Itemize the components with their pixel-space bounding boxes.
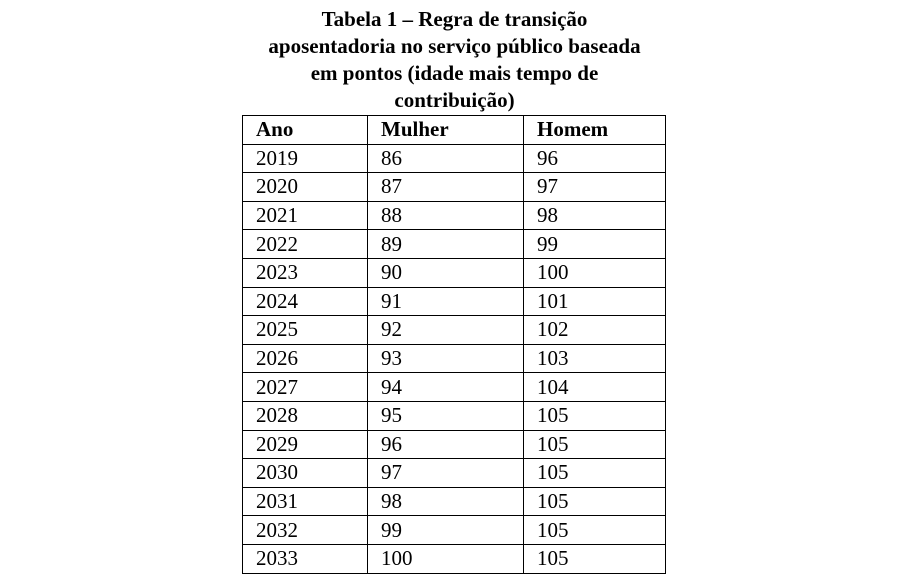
table-row (243, 373, 666, 402)
cell-homem: 105 (524, 544, 666, 573)
cell-homem: 100 (524, 258, 666, 287)
cell-mulher: 86 (368, 144, 524, 173)
cell-ano: 2025 (243, 316, 368, 345)
cell-ano: 2027 (243, 373, 368, 402)
cell-mulher: 87 (368, 173, 524, 202)
cell-homem: 105 (524, 401, 666, 430)
cell-mulher: 97 (368, 459, 524, 488)
cell-mulher: 92 (368, 316, 524, 345)
cell-ano: 2019 (243, 144, 368, 173)
caption-line: aposentadoria no serviço público baseada (268, 34, 641, 58)
cell-mulher: 91 (368, 287, 524, 316)
cell-mulher: 94 (368, 373, 524, 402)
retirement-points-table (242, 115, 666, 574)
table-header-row (243, 116, 666, 145)
table-body (243, 144, 666, 573)
caption-line: Tabela 1 – Regra de transição (321, 7, 588, 31)
table-row (243, 459, 666, 488)
cell-mulher: 88 (368, 201, 524, 230)
cell-mulher: 93 (368, 344, 524, 373)
table-row (243, 173, 666, 202)
cell-ano: 2030 (243, 459, 368, 488)
header-mulher: Mulher (368, 116, 524, 145)
table-row (243, 230, 666, 259)
cell-homem: 102 (524, 316, 666, 345)
cell-mulher: 96 (368, 430, 524, 459)
table-row (243, 144, 666, 173)
cell-homem: 105 (524, 430, 666, 459)
table-row (243, 430, 666, 459)
cell-homem: 101 (524, 287, 666, 316)
cell-mulher: 99 (368, 516, 524, 545)
cell-ano: 2026 (243, 344, 368, 373)
table-row (243, 344, 666, 373)
cell-mulher: 89 (368, 230, 524, 259)
cell-homem: 99 (524, 230, 666, 259)
header-homem: Homem (524, 116, 666, 145)
header-ano: Ano (243, 116, 368, 145)
table-row (243, 487, 666, 516)
cell-homem: 105 (524, 459, 666, 488)
table-row (243, 544, 666, 573)
table-caption (230, 6, 679, 114)
caption-line: contribuição) (394, 88, 515, 112)
cell-mulher: 98 (368, 487, 524, 516)
cell-ano: 2021 (243, 201, 368, 230)
cell-ano: 2023 (243, 258, 368, 287)
table-row (243, 201, 666, 230)
cell-ano: 2029 (243, 430, 368, 459)
cell-ano: 2024 (243, 287, 368, 316)
table-row (243, 516, 666, 545)
cell-ano: 2032 (243, 516, 368, 545)
cell-ano: 2028 (243, 401, 368, 430)
cell-homem: 103 (524, 344, 666, 373)
cell-homem: 96 (524, 144, 666, 173)
cell-ano: 2033 (243, 544, 368, 573)
cell-homem: 104 (524, 373, 666, 402)
cell-mulher: 100 (368, 544, 524, 573)
cell-homem: 105 (524, 516, 666, 545)
cell-homem: 98 (524, 201, 666, 230)
cell-mulher: 90 (368, 258, 524, 287)
table-row (243, 401, 666, 430)
cell-ano: 2031 (243, 487, 368, 516)
table-row (243, 287, 666, 316)
cell-ano: 2020 (243, 173, 368, 202)
table-row (243, 258, 666, 287)
cell-homem: 97 (524, 173, 666, 202)
cell-mulher: 95 (368, 401, 524, 430)
caption-line: em pontos (idade mais tempo de (310, 61, 599, 85)
cell-ano: 2022 (243, 230, 368, 259)
table-row (243, 316, 666, 345)
cell-homem: 105 (524, 487, 666, 516)
